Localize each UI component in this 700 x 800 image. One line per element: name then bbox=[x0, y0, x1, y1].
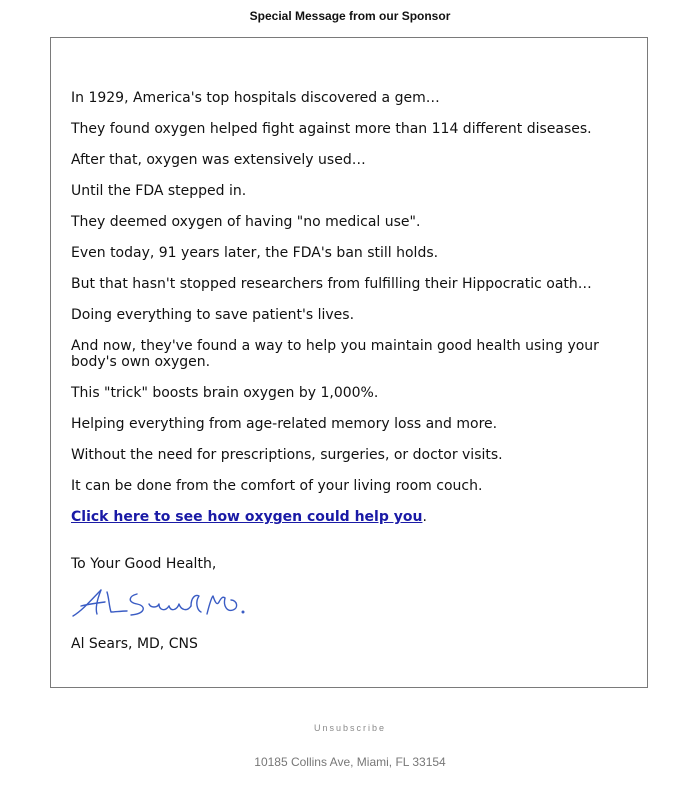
unsubscribe-link[interactable]: Unsubscribe bbox=[313, 723, 387, 733]
paragraph: It can be done from the comfort of your living room couch. bbox=[71, 478, 483, 494]
sponsor-header: Special Message from our Sponsor bbox=[249, 9, 451, 23]
mailing-address: 10185 Collins Ave, Miami, FL 33154 bbox=[254, 755, 446, 769]
paragraph: But that hasn't stopped researchers from fulfilling their Hippocratic oath… bbox=[71, 276, 592, 292]
cta-suffix: . bbox=[422, 509, 427, 525]
paragraph: They found oxygen helped fight against more than 114 different diseases. bbox=[71, 121, 592, 137]
paragraph: And now, they've found a way to help you maintain good health using your body's own oxygen. bbox=[71, 338, 599, 370]
paragraph: Even today, 91 years later, the FDA's ban still holds. bbox=[71, 245, 439, 261]
paragraph: In 1929, America's top hospitals discovered a gem… bbox=[71, 90, 440, 106]
paragraph: Without the need for prescriptions, surgeries, or doctor visits. bbox=[71, 447, 503, 463]
paragraph: This "trick" boosts brain oxygen by 1,000%. bbox=[71, 385, 379, 401]
cta-link[interactable]: Click here to see how oxygen could help you bbox=[71, 509, 423, 525]
signature-name: Al Sears, MD, CNS bbox=[71, 636, 198, 652]
message-body bbox=[71, 90, 621, 652]
paragraph: Until the FDA stepped in. bbox=[71, 183, 247, 199]
paragraph: Helping everything from age-related memory loss and more. bbox=[71, 416, 498, 432]
paragraph: They deemed oxygen of having "no medical use". bbox=[71, 214, 421, 230]
cta-paragraph bbox=[71, 509, 621, 525]
message-card bbox=[50, 37, 648, 688]
paragraph: After that, oxygen was extensively used… bbox=[71, 152, 366, 168]
signoff: To Your Good Health, bbox=[71, 556, 217, 572]
paragraph: Doing everything to save patient's lives. bbox=[71, 307, 355, 323]
handwritten-signature bbox=[71, 584, 251, 624]
